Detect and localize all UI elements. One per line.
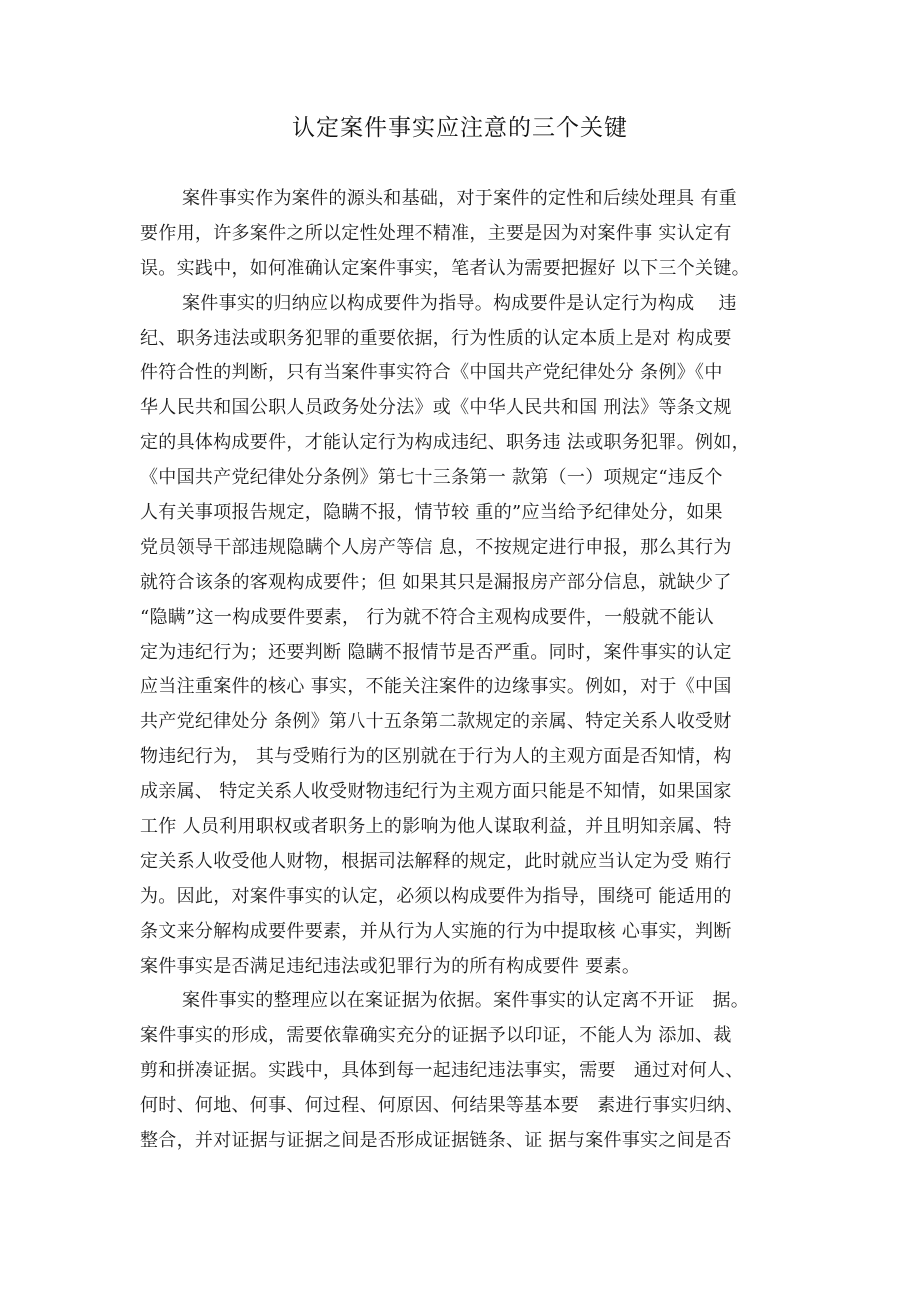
paragraph-line: 工作 人员利用职权或者职务上的影响为他人谋取利益，并且明知亲属、特 (140, 816, 732, 838)
paragraph-3 (140, 984, 780, 1158)
paragraph-line: 案件事实的整理应以在案证据为依据。案件事实的认定离不开证 据。 (182, 990, 750, 1012)
paragraph-2 (140, 287, 780, 985)
paragraph-1 (140, 182, 780, 287)
document-body (140, 182, 780, 1159)
paragraph-line: 何时、何地、何事、何过程、何原因、何结果等基本要 素进行事实归纳、 (140, 1095, 744, 1117)
document-title: 认定案件事实应注意的三个关键 (292, 115, 628, 141)
paragraph-line: 成亲属、 特定关系人收受财物违纪行为主观方面只能是不知情，如果国家 (140, 781, 732, 803)
paragraph-line: 案件事实的归纳应以构成要件为指导。构成要件是认定行为构成 违 (182, 292, 737, 314)
paragraph-line: 应当注重案件的核心 事实，不能关注案件的边缘事实。例如，对于《中国 (140, 676, 732, 698)
paragraph-line: 剪和拼凑证据。实践中，具体到每一起违纪违法事实，需要 通过对何人、 (140, 1060, 744, 1082)
paragraph-line: 人有关事项报告规定，隐瞒不报，情节较 重的”应当给予纪律处分，如果 (140, 502, 723, 524)
paragraph-line: 案件事实作为案件的源头和基础，对于案件的定性和后续处理具 有重 (182, 188, 738, 209)
paragraph-line: 案件事实的形成，需要依靠确实充分的证据予以印证，不能人为 添加、裁 (140, 1025, 732, 1047)
paragraph-line: 要作用，许多案件之所以定性处理不精准，主要是因为对案件事 实认定有 (140, 222, 732, 244)
paragraph-line: 定为违纪行为；还要判断 隐瞒不报情节是否严重。同时，案件事实的认定 (140, 641, 732, 663)
paragraph-line: 就符合该条的客观构成要件；但 如果其只是漏报房产部分信息，就缺少了 (140, 571, 732, 593)
paragraph-line: “隐瞒”这一构成要件要素， 行为就不符合主观构成要件，一般就不能认 (140, 606, 715, 628)
paragraph-line: 案件事实是否满足违纪违法或犯罪行为的所有构成要件 要素。 (140, 955, 641, 977)
paragraph-line: 为。因此，对案件事实的认定，必须以构成要件为指导，围绕可 能适用的 (140, 885, 732, 907)
paragraph-line: 整合，并对证据与证据之间是否形成证据链条、证 据与案件事实之间是否 (140, 1130, 732, 1152)
paragraph-line: 物违纪行为， 其与受贿行为的区别就在于行为人的主观方面是否知情，构 (140, 746, 732, 768)
paragraph-line: 纪、职务违法或职务犯罪的重要依据，行为性质的认定本质上是对 构成要 (140, 327, 732, 349)
paragraph-line: 条文来分解构成要件要素，并从行为人实施的行为中提取核 心事实，判断 (140, 920, 732, 942)
paragraph-line: 定关系人收受他人财物，根据司法解释的规定，此时就应当认定为受 贿行 (140, 850, 732, 872)
paragraph-line: 定的具体构成要件，才能认定行为构成违纪、职务违 法或职务犯罪。例如， (140, 432, 750, 454)
paragraph-line: 误。实践中，如何准确认定案件事实，笔者认为需要把握好 以下三个关键。 (140, 257, 750, 279)
paragraph-line: 共产党纪律处分 条例》第八十五条第二款规定的亲属、特定关系人收受财 (140, 711, 732, 733)
paragraph-line: 党员领导干部违规隐瞒个人房产等信 息，不按规定进行申报，那么其行为 (140, 536, 732, 558)
paragraph-line: 件符合性的判断，只有当案件事实符合《中国共产党纪律处分 条例》《中 (140, 362, 723, 384)
paragraph-line: 《中国共产党纪律处分条例》第七十三条第一 款第（一）项规定“违反个 (140, 467, 723, 489)
paragraph-line: 华人民共和国公职人员政务处分法》或《中华人民共和国 刑法》等条文规 (140, 397, 732, 419)
